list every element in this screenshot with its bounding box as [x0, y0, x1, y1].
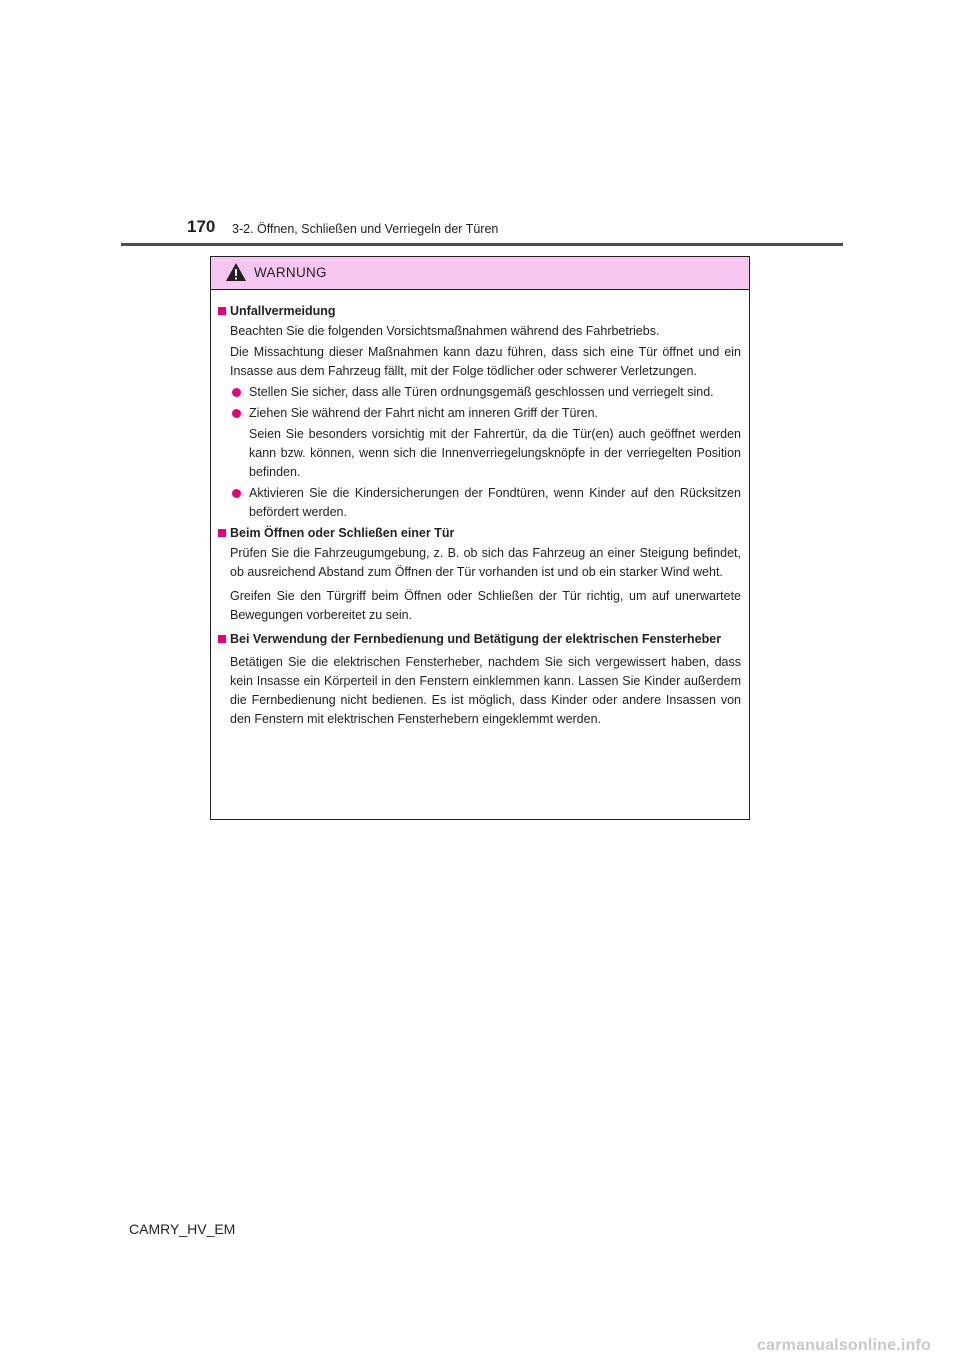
list-item-text: Stellen Sie sicher, dass alle Türen ordnungsgemäß geschlossen und verriegelt sind.	[249, 385, 714, 399]
square-bullet-icon	[218, 529, 226, 537]
warning-body	[211, 290, 749, 729]
list-item	[218, 484, 741, 522]
header-divider	[121, 243, 843, 246]
round-bullet-icon	[232, 409, 241, 418]
page-number: 170	[187, 217, 216, 236]
list-item-text: Aktivieren Sie die Kindersicherungen der Fondtüren, wenn Kinder auf den Rücksitzen befördert werden.	[249, 486, 741, 519]
square-bullet-icon	[218, 307, 226, 315]
paragraph: Die Missachtung dieser Maßnahmen kann dazu führen, dass sich eine Tür öffnet und ein Insasse aus dem Fahrzeug fällt, mit der Folge tödlicher oder schwerer Verletzungen.	[230, 345, 741, 378]
manual-code: CAMRY_HV_EM	[129, 1221, 236, 1237]
list-item-text: Ziehen Sie während der Fahrt nicht am inneren Griff der Türen.	[249, 406, 599, 420]
section-title: 3-2. Öffnen, Schließen und Verriegeln der Türen	[232, 222, 499, 236]
heading-text: Bei Verwendung der Fernbedienung und Betätigung der elektrischen Fensterheber	[230, 632, 722, 646]
paragraph: Betätigen Sie die elektrischen Fensterheber, nachdem Sie sich vergewissert haben, dass kein Insasse ein Körperteil in den Fenstern einklemmen kann. Lassen Sie Kinder außerdem die Fernbedienung nicht bedienen. Es ist möglich, dass Kinder oder andere Insassen von den Fenstern mit elektrischen Fensterhebern eingeklemmt werden.	[230, 655, 741, 726]
section-heading	[218, 524, 741, 543]
list-item	[218, 383, 741, 402]
round-bullet-icon	[232, 489, 241, 498]
heading-text: Unfallvermeidung	[230, 304, 336, 318]
warning-header	[211, 257, 749, 290]
list-item	[218, 404, 741, 423]
warning-triangle-icon	[225, 262, 247, 282]
paragraph: Beachten Sie die folgenden Vorsichtsmaßnahmen während des Fahrbetriebs.	[230, 324, 660, 338]
paragraph: Prüfen Sie die Fahrzeugumgebung, z. B. ob sich das Fahrzeug an einer Steigung befindet, ob ausreichend Abstand zum Öffnen der Tür vorhanden ist und ob ein starker Wind weht.	[230, 546, 741, 579]
warning-box	[210, 256, 750, 820]
warning-label: WARNUNG	[254, 265, 327, 280]
section-heading	[218, 302, 741, 321]
square-bullet-icon	[218, 635, 226, 643]
section-heading	[218, 630, 741, 649]
heading-text: Beim Öffnen oder Schließen einer Tür	[230, 526, 455, 540]
round-bullet-icon	[232, 388, 241, 397]
paragraph: Greifen Sie den Türgriff beim Öffnen oder Schließen der Tür richtig, um auf unerwartete Bewegungen vorbereitet zu sein.	[230, 589, 741, 622]
list-item-note: Seien Sie besonders vorsichtig mit der Fahrertür, da die Tür(en) auch geöffnet werden kann bzw. können, wenn sich die Innenverriegelungsknöpfe in der verriegelten Position befinden.	[249, 427, 741, 479]
watermark: carmanualsonline.info	[757, 1337, 932, 1354]
